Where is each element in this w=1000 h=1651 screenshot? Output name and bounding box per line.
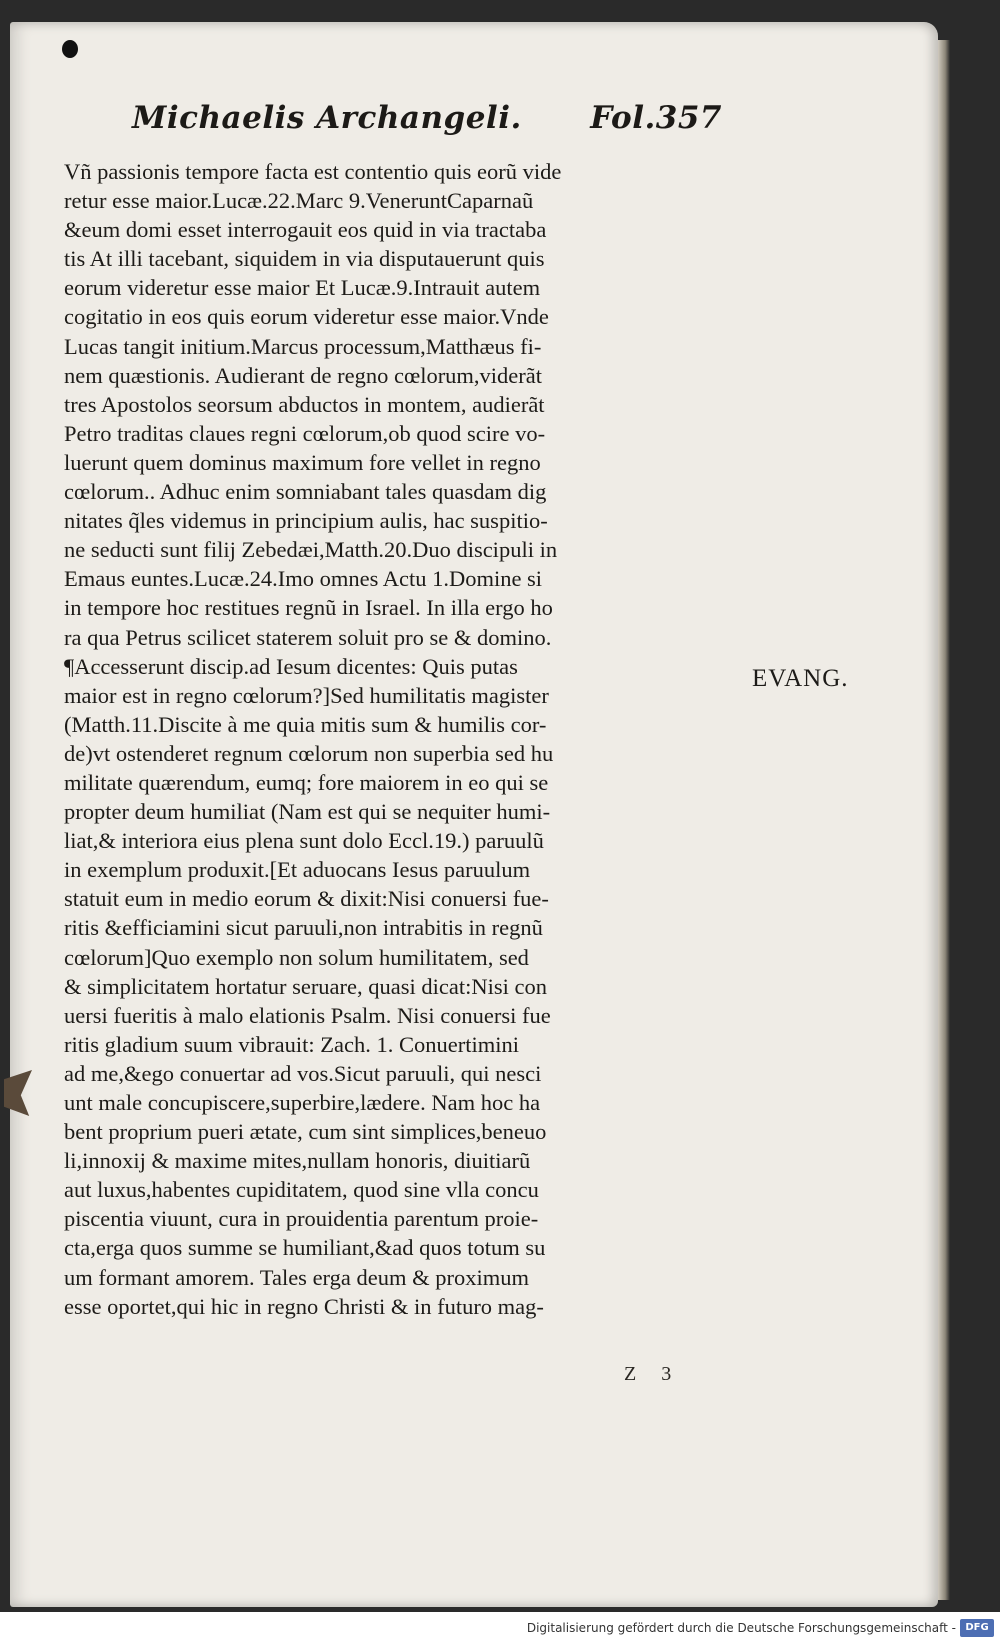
text-line: cœlorum.. Adhuc enim somniabant tales quasdam dig — [64, 479, 547, 505]
text-line: bent proprium pueri ætate, cum sint simplices,beneuo — [64, 1119, 547, 1145]
text-line: piscentia viuunt, cura in prouidentia parentum proie- — [64, 1206, 539, 1232]
text-line: ¶Accesserunt discip.ad Iesum dicentes: Quis putas — [64, 653, 518, 679]
text-line: nitates q̃les videmus in principium aulis, hac suspitio- — [64, 508, 548, 534]
text-line: ne seducti sunt filij Zebedæi,Matth.20.Duo discipuli in — [64, 537, 558, 563]
marginal-note: EVANG. — [752, 665, 849, 692]
text-line: propter deum humiliat (Nam est qui se nequiter humi- — [64, 799, 551, 825]
text-line: ritis gladium suum vibrauit: Zach. 1. Conuertimini — [64, 1031, 519, 1057]
text-line: ritis &efficiamini sicut paruuli,non intrabitis in regnũ — [64, 915, 543, 941]
text-line: &eum domi esset interrogauit eos quid in via tractaba — [64, 217, 547, 243]
footer-bar — [0, 1612, 1000, 1651]
text-line: in tempore hoc restitues regnũ in Israel. In illa ergo ho — [64, 595, 553, 621]
text-line: esse oportet,qui hic in regno Christi & in futuro mag- — [64, 1293, 544, 1319]
text-line: ad me,&ego conuertar ad vos.Sicut paruuli, qui nesci — [64, 1060, 542, 1086]
text-line: & simplicitatem hortatur seruare, quasi dicat:Nisi con — [64, 973, 547, 999]
text-line: ra qua Petrus scilicet staterem soluit pro se & domino. — [64, 624, 552, 650]
text-line: luerunt quem dominus maximum fore vellet in regno — [64, 449, 541, 475]
body-text — [64, 157, 744, 1321]
text-line: tis At illi tacebant, siquidem in via disputauerunt quis — [64, 246, 545, 272]
text-line: aut luxus,habentes cupiditatem, quod sine vlla concu — [64, 1177, 539, 1203]
text-line: in exemplum produxit.[Et aduocans Iesus paruulum — [64, 857, 531, 883]
text-line: tres Apostolos seorsum abductos in montem, audierãt — [64, 391, 545, 417]
text-line: (Matth.11.Discite à me quia mitis sum & humilis cor- — [64, 711, 547, 737]
binding-hole — [62, 40, 78, 58]
text-line: maior est in regno cœlorum?]Sed humilitatis magister — [64, 682, 549, 708]
text-line: Vñ passionis tempore facta est contentio quis eorũ vide — [64, 159, 562, 184]
text-line: nem quæstionis. Audierant de regno cœlorum,viderãt — [64, 362, 543, 388]
text-line: eorum videretur esse maior Et Lucæ.9.Intrauit autem — [64, 275, 541, 301]
text-line: Emaus euntes.Lucæ.24.Imo omnes Actu 1.Domine si — [64, 566, 543, 592]
text-line: militate quærendum, eumq; fore maiorem in eo qui se — [64, 769, 549, 795]
running-head-title: Michaelis Archangeli. — [132, 100, 522, 136]
text-line: cœlorum]Quo exemplo non solum humilitatem, sed — [64, 944, 529, 970]
footer-credit: Digitalisierung gefördert durch die Deutsche Forschungsgemeinschaft - — [526, 1621, 956, 1635]
text-line: cta,erga quos summe se humiliant,&ad quos totum su — [64, 1235, 546, 1261]
text-line: de)vt ostenderet regnum cœlorum non superbia sed hu — [64, 740, 554, 766]
text-line: cogitatio in eos quis eorum videretur esse maior.Vnde — [64, 304, 549, 330]
text-line: unt male concupiscere,superbire,lædere. Nam hoc ha — [64, 1090, 541, 1115]
text-line: retur esse maior.Lucæ.22.Marc 9.VeneruntCaparnaũ — [64, 188, 534, 214]
folio-number: Fol.357 — [590, 100, 722, 136]
signature-mark: Z 3 — [624, 1363, 682, 1385]
text-line: um formant amorem. Tales erga deum & proximum — [64, 1264, 529, 1290]
text-line: li,innoxij & maxime mites,nullam honoris, diuitiarũ — [64, 1148, 531, 1174]
page-edge — [938, 40, 950, 1600]
text-line: statuit eum in medio eorum & dixit:Nisi conuersi fue- — [64, 886, 549, 912]
dfg-logo: DFG — [960, 1619, 994, 1637]
text-line: Petro traditas claues regni cœlorum,ob quod scire vo- — [64, 420, 546, 446]
running-head — [132, 100, 722, 150]
text-line: Lucas tangit initium.Marcus processum,Matthæus fi- — [64, 333, 542, 359]
text-line: liat,& interiora eius plena sunt dolo Eccl.19.) paruulũ — [64, 828, 544, 854]
text-line: uersi fueritis à malo elationis Psalm. Nisi conuersi fue — [64, 1002, 551, 1028]
